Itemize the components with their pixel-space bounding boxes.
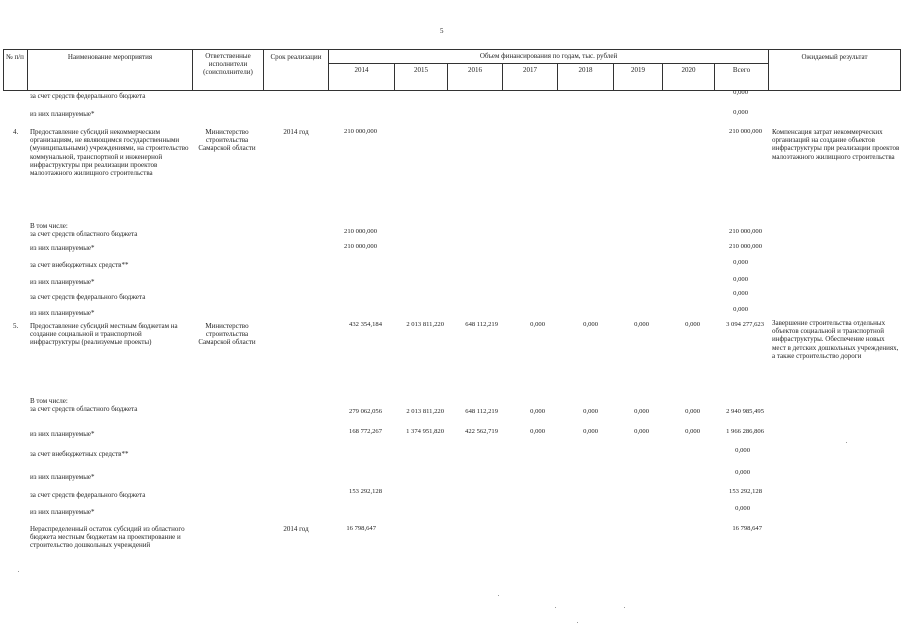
item5-row-value: 0,000: [583, 428, 598, 435]
item5-row-label: за счет средств федерального бюджета: [30, 491, 146, 499]
item5-value: 0,000: [583, 321, 598, 328]
unallocated-name: Нераспределенный остаток субсидий из областного бюджета местным бюджетам на проектирование и строительство дошкольных учреждений: [30, 525, 185, 550]
header-year: 2015: [414, 66, 428, 74]
item5-row-value: 422 562,719: [465, 428, 498, 435]
item4-row-label: за счет средств федерального бюджета: [30, 293, 146, 301]
scan-speck: [498, 595, 499, 596]
item5-value: 648 112,219: [465, 321, 498, 328]
item5-row-total: 153 292,128: [729, 488, 762, 495]
item5-row-total: 2 940 985,495: [726, 408, 764, 415]
scan-speck: [18, 571, 19, 572]
item4-row-total: 0,000: [733, 259, 748, 266]
item5-row-value: 0,000: [685, 428, 700, 435]
header-year: 2020: [681, 66, 696, 74]
unallocated-total: 16 798,647: [732, 525, 762, 532]
header-year: 2019: [631, 66, 645, 74]
item5-row-total: 0,000: [735, 447, 750, 454]
item4-row-2014: 210 000,000: [344, 228, 377, 235]
item5-value: 0,000: [634, 321, 649, 328]
item5-number: 5.: [13, 322, 19, 330]
item4-2014: 210 000,000: [344, 128, 377, 135]
row-total: 0,000: [733, 109, 748, 116]
item5-row-total: 0,000: [735, 469, 750, 476]
item4-name: Предоставление субсидий некоммерческим организациям, не являющимся государственными (муниципальными) учреждениями, на строительство коммунальной, транспортной и инженерной инфраструктуры при реализации проектов малоэтажного жилищного строительства: [30, 128, 189, 178]
item5-row-label: за счет внебюджетных средств**: [30, 450, 129, 458]
unallocated-2014: 16 798,647: [346, 525, 376, 532]
header-year: 2016: [468, 66, 482, 74]
item5-row-label: из них планируемые*: [30, 430, 95, 438]
item4-row-label: из них планируемые*: [30, 278, 95, 286]
unallocated-term: 2014 год: [283, 525, 309, 533]
item5-row-label: за счет средств областного бюджета: [30, 405, 138, 413]
item5-row-total: 1 966 286,806: [726, 428, 764, 435]
item5-row-value: 0,000: [530, 428, 545, 435]
header-year: 2017: [523, 66, 537, 74]
item4-row-total: 0,000: [733, 276, 748, 283]
row-label: за счет средств федерального бюджета: [30, 92, 146, 100]
item5-row-value: 1 374 951,820: [406, 428, 444, 435]
item5-row-value: 0,000: [634, 408, 649, 415]
row-label: из них планируемые*: [30, 110, 95, 118]
item5-row-2014: 153 292,128: [349, 488, 382, 495]
item5-total: 3 094 277,623: [726, 321, 764, 328]
item5-value: 2 013 811,220: [406, 321, 444, 328]
item5-row-value: 2 013 811,220: [406, 408, 444, 415]
item5-row-value: 648 112,219: [465, 408, 498, 415]
item4-row-label: из них планируемые*: [30, 309, 95, 317]
header-term: Срок реализации: [270, 53, 322, 61]
header-responsible: Ответственные исполнители (соисполнители): [203, 52, 253, 76]
item5-row-value: 0,000: [634, 428, 649, 435]
item4-row-label: за счет средств областного бюджета: [30, 230, 138, 238]
page-number: 5: [440, 27, 444, 35]
item5-row-value: 279 062,056: [349, 408, 382, 415]
item4-row-total: 0,000: [733, 306, 748, 313]
item4-number: 4.: [13, 128, 19, 136]
header-result: Ожидаемый результат: [801, 53, 868, 61]
item4-row-total: 210 000,000: [729, 228, 762, 235]
item5-row-value: 0,000: [583, 408, 598, 415]
item4-row-label: из них планируемые*: [30, 244, 95, 252]
item4-term: 2014 год: [283, 128, 309, 136]
item4-including: В том числе:: [30, 222, 68, 230]
item5-value: 0,000: [685, 321, 700, 328]
item5-row-value: 0,000: [685, 408, 700, 415]
table-header: [0, 49, 905, 91]
item5-result: Завершение строительства отдельных объектов социальной и транспортной инфраструктуры. Обеспечение новых мест в детских дошкольных учреждениях, а также строительство дороги: [772, 319, 899, 360]
item5-name: Предоставление субсидий местным бюджетам на создание социальной и транспортной инфраструктуры (реализуемые проекты): [30, 322, 178, 347]
header-funding: Объем финансирования по годам, тыс. рублей: [479, 52, 618, 60]
item5-row-value: 168 772,267: [349, 428, 382, 435]
header-year: 2018: [578, 66, 593, 74]
item5-including: В том числе:: [30, 397, 68, 405]
item5-row-value: 0,000: [530, 408, 545, 415]
item4-row-total: 210 000,000: [729, 243, 762, 250]
scan-speck: [624, 607, 625, 608]
item5-row-label: из них планируемые*: [30, 473, 95, 481]
scan-speck: [846, 442, 847, 443]
scan-speck: [555, 607, 556, 608]
item4-responsible: Министерство строительства Самарской области: [198, 128, 256, 153]
item5-value: 432 354,184: [349, 321, 382, 328]
header-no: № п/п: [6, 53, 24, 61]
header-name: Наименование мероприятия: [67, 53, 153, 61]
item5-value: 0,000: [530, 321, 545, 328]
item5-row-total: 0,000: [735, 505, 750, 512]
row-total: 0,000: [733, 89, 748, 96]
item5-row-label: из них планируемые*: [30, 508, 95, 516]
item5-responsible: Министерство строительства Самарской области: [198, 322, 256, 347]
item4-result: Компенсация затрат некоммерческих организаций на создание объектов инфраструктуры при реализации проектов малоэтажного жилищного строительства: [772, 128, 900, 161]
header-total: Всего: [732, 66, 751, 74]
scan-speck: [577, 622, 578, 623]
item4-row-total: 0,000: [733, 290, 748, 297]
header-year: 2014: [354, 66, 369, 74]
item4-total: 210 000,000: [729, 128, 762, 135]
item4-row-2014: 210 000,000: [344, 243, 377, 250]
item4-row-label: за счет внебюджетных средств**: [30, 261, 129, 269]
